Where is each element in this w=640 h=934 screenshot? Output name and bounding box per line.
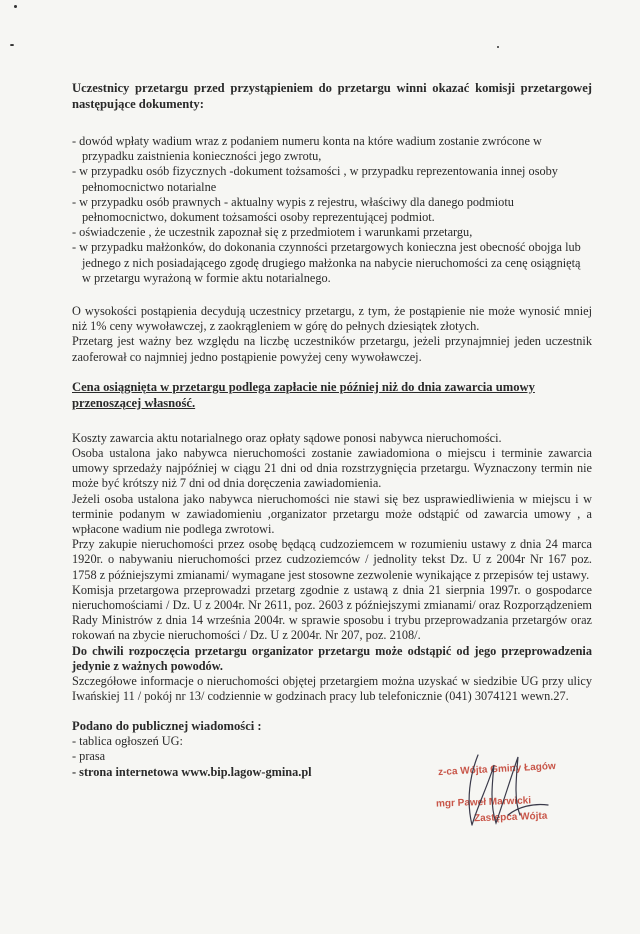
list-item: - prasa [72, 749, 106, 763]
list-item: - dowód wpłaty wadium wraz z podaniem numeru konta na które wadium zostanie zwrócone w przypadku zaistnienia konieczności jego zwrotu, [72, 134, 542, 164]
list-item: - w przypadku osób prawnych - aktualny wypis z rejestru, właściwy dla danego podmiotu pełnomocnictwo, dokument tożsamości osoby reprezentującej podmiot. [72, 194, 514, 225]
scan-speck [10, 44, 14, 46]
document-body [72, 80, 592, 780]
stamp-position: Zastępca Wójta [473, 810, 548, 825]
scan-speck [14, 5, 17, 8]
stamp-title: z-ca Wójta Gminy Łagów [437, 760, 557, 779]
notice-heading: Podano do publicznej wiadomości : [72, 718, 262, 733]
list-item: - w przypadku małżonków, do dokonania czynności przetargowych konieczna jest obecność obojga lub jednego z nich posiadającego zgodę drugiego małżonka na nabycie nieruchomości za cenę osiągniętą w przetargu wyrażoną w formie aktu notarialnego. [72, 240, 581, 285]
withdrawal-paragraph: Do chwili rozpoczęcia przetargu organizator przetargu może odstąpić od jego przeprowadzenia jedynie z ważnych powodów. [72, 643, 592, 673]
list-item: - w przypadku osób fizycznych -dokument tożsamości , w przypadku reprezentowania innej osoby pełnomocnictwo notarialne [72, 164, 558, 194]
handwritten-signature [448, 745, 558, 830]
foreigner-paragraph: Przy zakupie nieruchomości przez osobę będącą cudzoziemcem w rozumieniu ustawy z dnia 24 marca 1920r. o nabywaniu nieruchomości przez cudzoziemców / jednolity tekst Dz. U z 2004r Nr 167 poz. 1758 z późniejszymi zmianami/ wymagane jest stosowne zezwolenie wynikające z przepisów tej ustawy. [72, 537, 592, 582]
notification-paragraph: Osoba ustalona jako nabywca nieruchomości zostanie zawiadomiona o miejscu i terminie zawarcia umowy sprzedaży najpóźniej w ciągu 21 dni od dnia rozstrzygnięcia przetargu. Wyznaczony termin nie może być krótszy niż 7 dni od dnia doręczenia zawiadomienia. [72, 446, 592, 491]
list-item: - strona internetowa www.bip.lagow-gmina.pl [72, 764, 312, 779]
list-item: - oświadczenie , że uczestnik zapoznał się z przedmiotem i warunkami przetargu, [72, 225, 473, 240]
list-item: - tablica ogłoszeń UG: [72, 733, 183, 748]
requirements-list [72, 134, 592, 286]
information-paragraph: Szczegółowe informacje o nieruchomości objętej przetargiem można uzyskać w siedzibie UG przy ulicy Iwańskiej 11 / pokój nr 13/ codziennie w godzinach pracy lub telefonicznie (041) 3074121 wewn.27. [72, 674, 592, 704]
documents-heading: Uczestnicy przetargu przed przystąpieniem do przetargu winni okazać komisji przetargowej następujące dokumenty: [72, 81, 592, 111]
commission-paragraph: Komisja przetargowa przeprowadzi przetarg zgodnie z ustawą z dnia 21 sierpnia 1997r. o gospodarce nieruchomościami / Dz. U z 2004r. Nr 2611, poz. 2603 z późniejszymi zmianami/ oraz Rozporządzeniem Rady Ministrów z dnia 14 września 2004r. w sprawie sposobu i trybu przeprowadzania przetargów oraz rokowań na zbycie nieruchomości / Dz. U z 2004r. Nr 207, poz. 2108/. [72, 582, 592, 643]
payment-heading: Cena osiągnięta w przetargu podlega zapłacie nie później niż do dnia zawarcia umowy przenoszącej własność. [72, 379, 535, 410]
stamp-name: mgr Paweł Marwicki [435, 795, 532, 810]
validity-paragraph: Przetarg jest ważny bez względu na liczbę uczestników przetargu, jeżeli przynajmniej jeden uczestnik zaoferował co najmniej jedno postąpienie powyżej ceny wywoławczej. [72, 334, 592, 364]
absence-paragraph: Jeżeli osoba ustalona jako nabywca nieruchomości nie stawi się bez usprawiedliwienia w miejscu i w terminie podanym w zawiadomieniu ,organizator przetargu może odstąpić od zawarcia umowy , a wpłacone wadium nie podlega zwrotowi. [72, 491, 592, 537]
scan-speck [497, 46, 499, 48]
costs-paragraph: Koszty zawarcia aktu notarialnego oraz opłaty sądowe ponosi nabywca nieruchomości. [72, 430, 502, 445]
bid-increment-paragraph: O wysokości postąpienia decydują uczestnicy przetargu, z tym, że postąpienie nie może wynosić mniej niż 1% ceny wywoławczej, z zaokrągleniem w górę do pełnych dziesiątek złotych. [72, 304, 592, 334]
